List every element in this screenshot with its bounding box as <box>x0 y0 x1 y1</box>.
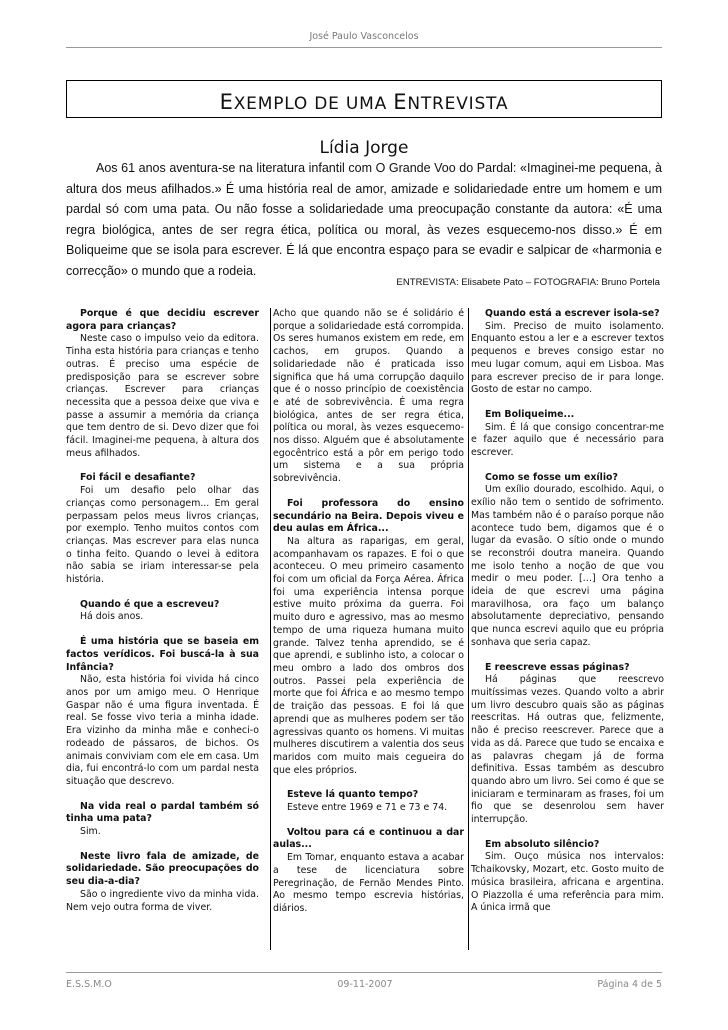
question: Quando está a escrever isola-se? <box>485 308 660 319</box>
credits-line: ENTREVISTA: Elisabete Pato – FOTOGRAFIA: Bruno Portela <box>396 277 660 288</box>
footer-date: 09-11-2007 <box>337 979 393 990</box>
intro-paragraph: Aos 61 anos aventura-se na literatura infantil com O Grande Voo do Pardal: «Imaginei-me pequena, à altura dos meus afilhados.» É uma história real de amor, amizade e solidariedade entre um homem e um pardal só com uma pata. Ou não fosse a solidariedade uma preocupação constante da autora: «É uma regra biológica, antes de ser regra ética, política ou moral, às vezes esquecemo-nos disso.» É em Boliqueime que se isola para escrever. É lá que encontra espaço para se evadir e salpicar de «harmonia e correcção» o mundo que a rodeia. <box>66 161 662 278</box>
question: E reescreve essas páginas? <box>485 661 630 673</box>
question: Porque é que decidiu escrever agora para crianças? <box>66 308 259 332</box>
footer-page-number: Página 4 de 5 <box>597 979 662 990</box>
answer: Um exílio dourado, escolhido. Aqui, o exílio não tem o sentido de sofrimento. Mas também não é o paraíso porque não acontece tudo bem, digamos que é o lugar da evasão. O sítio onde o mundo se reconstrói doutra maneira. Quando me isolo tenho a noção de que vou medir o meu poder. […] Ora tenho a ideia de que escrevi uma página maravilhosa, ora faço um balanço absolutamente depreciativo, pensando que nunca escrevi aquilo que eu própria sonhava que seria capaz. <box>471 484 664 648</box>
question: É uma história que se baseia em factos verídicos. Foi buscá-la à sua Infância? <box>66 636 259 673</box>
footer-school: E.S.S.M.O <box>66 979 112 990</box>
question: Como se fosse um exílio? <box>485 471 618 483</box>
column-1 <box>66 308 259 914</box>
running-header: José Paulo Vasconcelos <box>309 31 419 42</box>
answer: Sim. Ouço música nos intervalos: Tchaikovsky, Mozart, etc. Gosto muito de música brasileira, africana e argentina. O Piazzolla é uma referência para mim. A única irmã que <box>471 851 664 914</box>
answer: Há páginas que reescrevo muitíssimas vezes. Quando volto a abrir um livro descubro quais são as páginas reescritas. Há outras que, felizmente, não é preciso reescrever. Parece que a vida as dá. Parece que tudo se encaixa e as palavras chegam já de forma definitiva. Essas também as descubro quando abro um livro. Sei como é que se iniciaram e terminaram as frases, foi um fio que se desenrolou sem haver interrupção. <box>471 674 664 826</box>
interviewee-name: Lídia Jorge <box>319 138 409 158</box>
question: Neste livro fala de amizade, de solidariedade. São preocupações do seu dia-a-dia? <box>66 850 259 888</box>
question: Em absoluto silêncio? <box>485 838 600 850</box>
answer: Sim. <box>80 826 101 838</box>
answer: Na altura as raparigas, em geral, acompanhavam os rapazes. E foi o que aconteceu. O meu primeiro casamento foi com um oficial da Força Aérea. África foi uma experiência intensa porque estive muito próxima da guerra. Foi muito duro e agressivo, mas ao mesmo tempo de uma riqueza humana muito grande. Talvez tenha aprendido, se é que aprendi, e sublinho isto, a colocar o meu ombro a lado dos ombros dos outros. Passei pela experiência de morte que foi África e ao mesmo tempo de traição das pessoas. E foi lá que aprendi que as mulheres podem ser tão agressivas quanto os homens. Vi muitas mulheres discutirem a valentia dos seus maridos com muito mais cegueira do que eles próprios. <box>273 535 464 776</box>
question: Foi fácil e desafiante? <box>80 472 196 484</box>
answer: Não, esta história foi vivida há cinco anos por um amigo meu. O Henrique Gaspar não é uma figura inventada. É real. Se fosse vivo teria a minha idade. Era vizinho da minha mãe e conheci-o rodeado de pássaros, de bichos. Os animais conviviam com ele em casa. Um dia, fui encontrá-lo com um pardal nesta situação que descrevo. <box>66 674 259 787</box>
answer: Em Tomar, enquanto estava a acabar a tese de licenciatura sobre Peregrinação, de Fernão Mendes Pinto. Ao mesmo tempo escrevia histórias, diários. <box>273 852 464 914</box>
answer-continued: Acho que quando não se é solidário é porque a solidariedade está corrompida. Os seres humanos existem em rede, em cachos, em grupos. Quando a solidariedade não é praticada isso significa que há uma corrupção daquilo que é o nosso princípio de coexistência e até de sobrevivência. É uma regra biológica, antes de ser regra ética, política ou moral, às vezes esquecemo-nos disso. Alguém que é absolutamente egocêntrico está a pôr em perigo todo um sistema e a sua própria sobrevivência. <box>273 308 464 485</box>
question: Voltou para cá e continuou a dar aulas... <box>273 826 464 851</box>
page-title: EXEMPLO DE UMA ENTREVISTA <box>219 90 509 114</box>
header-divider <box>66 47 662 48</box>
answer: Sim. É lá que consigo concentrar-me e fazer aquilo que é necessário para escrever. <box>471 421 664 459</box>
answer: Sim. Preciso de muito isolamento. Enquanto estou a ler e a escrever textos pequenos e breves consigo estar no meu lugar comum, aqui em Lisboa. Mas para escrever preciso de ir para longe. Gosto de estar no campo. <box>471 320 664 396</box>
column-3 <box>468 308 664 950</box>
question: Foi professora do ensino secundário na Beira. Depois viveu e deu aulas em África... <box>273 497 464 535</box>
question: Esteve lá quanto tempo? <box>287 789 419 801</box>
answer: Foi um desafio pelo olhar das crianças como personagem... Em geral perpassam pelos meus livros crianças, por exemplo. Tenho muitos contos com crianças. Mas escrever para elas nunca o tinha feito. Quando o levei à editora não sabia se iriam interessar-se pela história. <box>66 485 259 586</box>
question: Quando é que a escreveu? <box>80 598 220 610</box>
answer: Há dois anos. <box>80 611 144 623</box>
answer: Esteve entre 1969 e 71 e 73 e 74. <box>287 802 448 814</box>
footer-divider <box>66 972 662 973</box>
answer: São o ingrediente vivo da minha vida. Nem vejo outra forma de viver. <box>66 888 259 913</box>
question: Em Boliqueime... <box>485 408 575 420</box>
column-2 <box>270 308 464 950</box>
answer: Neste caso o impulso veio da editora. Tinha esta história para crianças e tenho outras. É preciso uma espécie de predisposição para se escrever sobre crianças. Escrever para crianças necessita que a pessoa deixe que viva e passe a assumir a memória da criança que tem dentro de si. Devo dizer que foi fácil. Imaginei-me pequena, à altura dos meus afilhados. <box>66 333 259 459</box>
question: Na vida real o pardal também só tinha uma pata? <box>66 800 259 825</box>
